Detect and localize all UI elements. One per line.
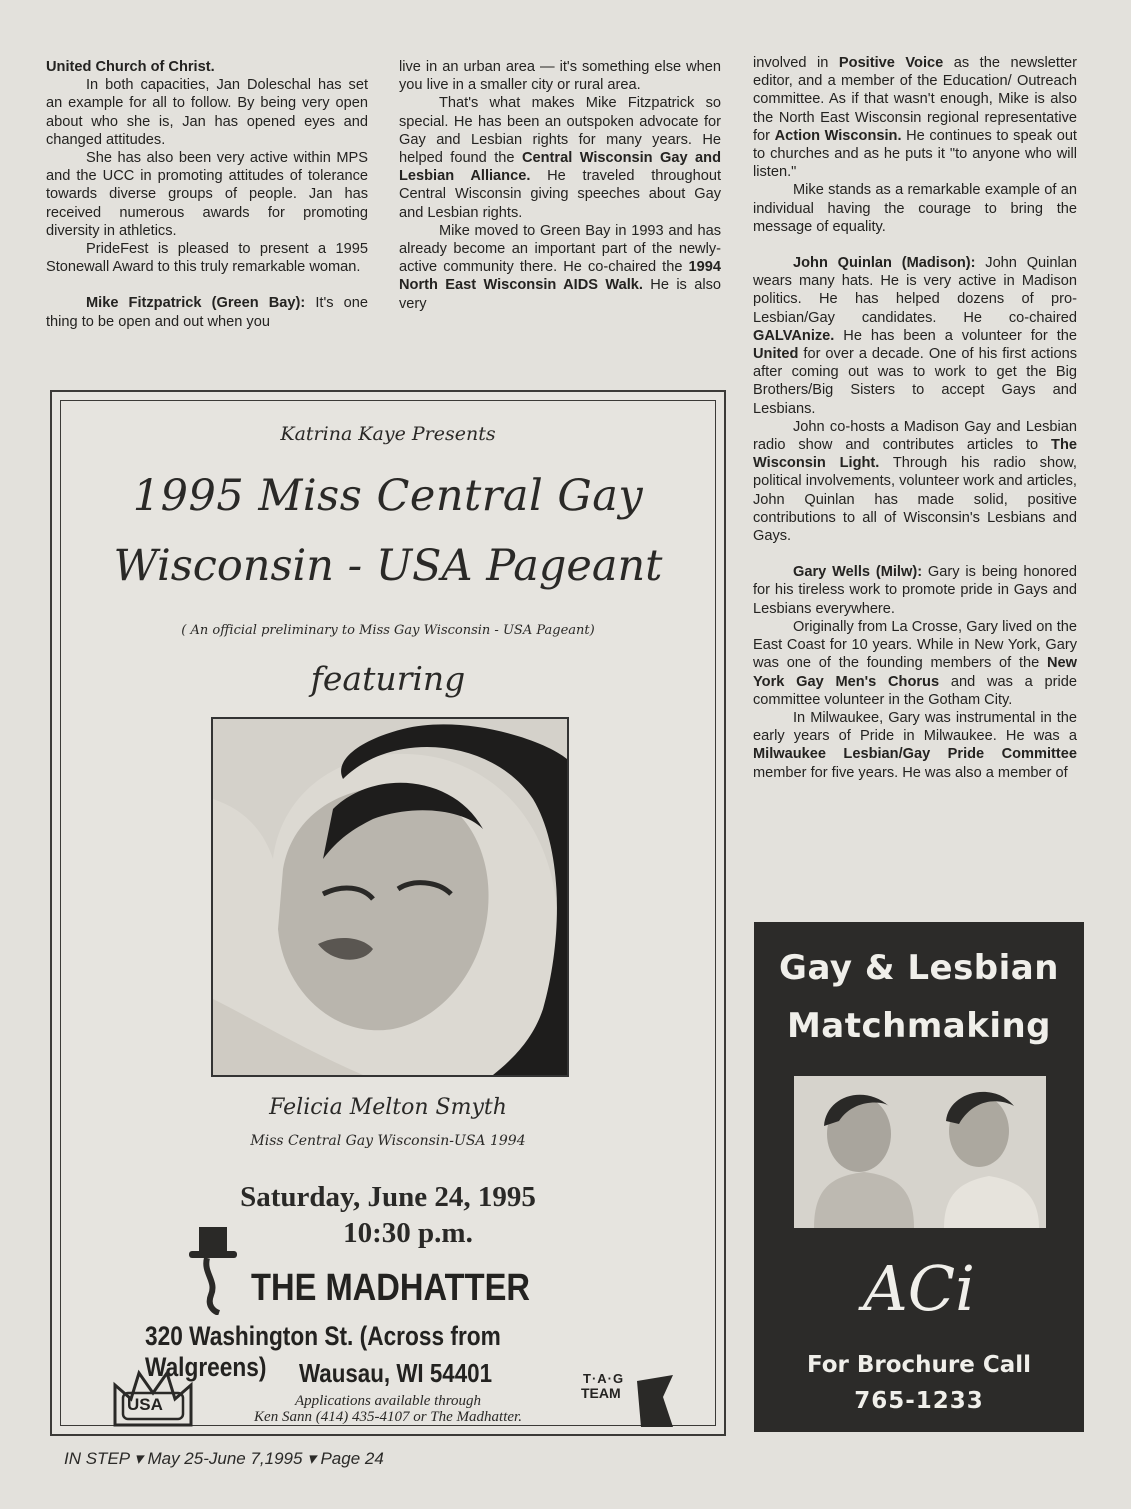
honoree-heading: Gary Wells (Milw): [793,564,923,581]
paragraph: Originally from La Crosse, Gary lived on the East Coast for 10 years. While in New York, Gary was one of the founding members of the New York Gay Men's Chorus and was a pride committee volunteer in the Gotham City. [753,618,1077,708]
couple-photo [794,1076,1046,1228]
venue-address: 320 Washington St. (Across from Walgreens) [145,1321,501,1382]
honoree-heading: Mike Fitzpatrick (Green Bay): [86,295,306,312]
article-column-2 [399,58,721,313]
paragraph: United Church of Christ. [46,59,215,75]
pageant-advertisement [50,390,726,1436]
featuring-label: featuring [310,659,466,698]
paragraph: Mike Fitzpatrick (Green Bay): It's one thing to be open and out when you [46,295,369,330]
venue-city: Wausau, WI 54401 [299,1358,493,1388]
ad-frame [60,400,716,1426]
tag-team-logo: T·A·G TEAM [577,1367,677,1431]
match-title-line-1: Gay & Lesbian [779,948,1059,988]
event-time: 10:30 p.m. [343,1217,473,1249]
pageant-title-line-1: 1995 Miss Central Gay [132,471,644,521]
article-column-3 [753,54,1077,782]
paragraph: John co-hosts a Madison Gay and Lesbian radio show and contributes articles to The Wisconsin Light. Through his radio show, political involvements, volunteer work and articles, John Quinlan has made solid, positive contributions to all of Wisconsin's Lesbians and Gays. [753,418,1077,545]
tag-team-emblem-icon [577,1367,677,1431]
paragraph: Mike stands as a remarkable example of an individual having the courage to bring the message of equality. [753,182,1077,235]
honoree-name: Felicia Melton Smyth [269,1095,507,1120]
preliminary-note: ( An official preliminary to Miss Gay Wisconsin - USA Pageant) [181,623,595,638]
applications-note: Applications available through Ken Sann (414) 435-4107 or The Madhatter. [254,1393,522,1425]
paragraph: She has also been very active within MPS and the UCC in promoting attitudes of tolerance towards diverse groups of people. Jan has received numerous awards for promoting diversity in athletics. [46,150,368,239]
matchmaking-advertisement [754,922,1084,1432]
paragraph: In Milwaukee, Gary was instrumental in the early years of Pride in Milwaukee. He was a Milwaukee Lesbian/Gay Pride Committee member for five years. He was also a member of [753,709,1077,781]
pageant-title-line-2: Wisconsin - USA Pageant [113,541,663,591]
paragraph: In both capacities, Jan Doleschal has set an example for all to follow. By being very open about who she is, Jan has opened eyes and changed attitudes. [46,77,368,148]
honoree-title: Miss Central Gay Wisconsin-USA 1994 [250,1133,526,1149]
phone-number: 765-1233 [854,1388,984,1414]
paragraph: live in an urban area — it's something else when you live in a smaller city or rural area. [399,59,721,94]
top-hat-icon [183,1223,243,1315]
paragraph: PrideFest is pleased to present a 1995 Stonewall Award to this truly remarkable woman. [46,241,368,276]
couple-image [794,1076,1046,1228]
match-title-line-2: Matchmaking [786,1006,1052,1046]
usa-logo-label: USA [127,1395,163,1414]
paragraph: involved in Positive Voice as the newsletter editor, and a member of the Education/ Outreach committee. As if that wasn't enough, Mike is also the North East Wisconsin regional representative for Action Wisconsin. He continues to speak out to churches and as he puts it "to anyone who will listen." [753,55,1077,181]
honoree-photo [211,717,569,1077]
brochure-call-line: For Brochure Call [806,1352,1032,1378]
event-date: Saturday, June 24, 1995 [240,1181,536,1213]
page-footer: IN STEP ▾ May 25-June 7,1995 ▾ Page 24 [64,1449,384,1468]
venue-name: THE MADHATTER [251,1267,530,1309]
honoree-heading: John Quinlan (Madison): [793,255,976,272]
paragraph: John Quinlan (Madison): John Quinlan wears many hats. He is very active in Madison politics. He has helped dozens of pro-Lesbian/Gay candidates. He co-chaired GALVAnize. He has been a volunteer for the United for over a decade. One of his first actions after coming out was to work to get the Big Brothers/Big Sisters to accept Gays and Lesbians. [753,255,1077,417]
paragraph: Gary Wells (Milw): Gary is being honored for his tireless work to promote pride in Gays and Lesbians everywhere. [753,564,1077,617]
portrait-image [213,719,567,1075]
paragraph: Mike moved to Green Bay in 1993 and has already become an important part of the newly-active community there. He co-chaired the 1994 North East Wisconsin AIDS Walk. He is also very [399,222,721,312]
paragraph: That's what makes Mike Fitzpatrick so special. He has been an outspoken advocate for Gay and Lesbian rights for many years. He helped found the Central Wisconsin Gay and Lesbian Alliance. He traveled throughout Central Wisconsin giving speeches about Gay and Lesbian rights. [399,95,721,221]
presenter-line: Katrina Kaye Presents [280,423,496,445]
aci-logo: ACi [862,1252,976,1325]
article-column-1 [46,58,368,331]
